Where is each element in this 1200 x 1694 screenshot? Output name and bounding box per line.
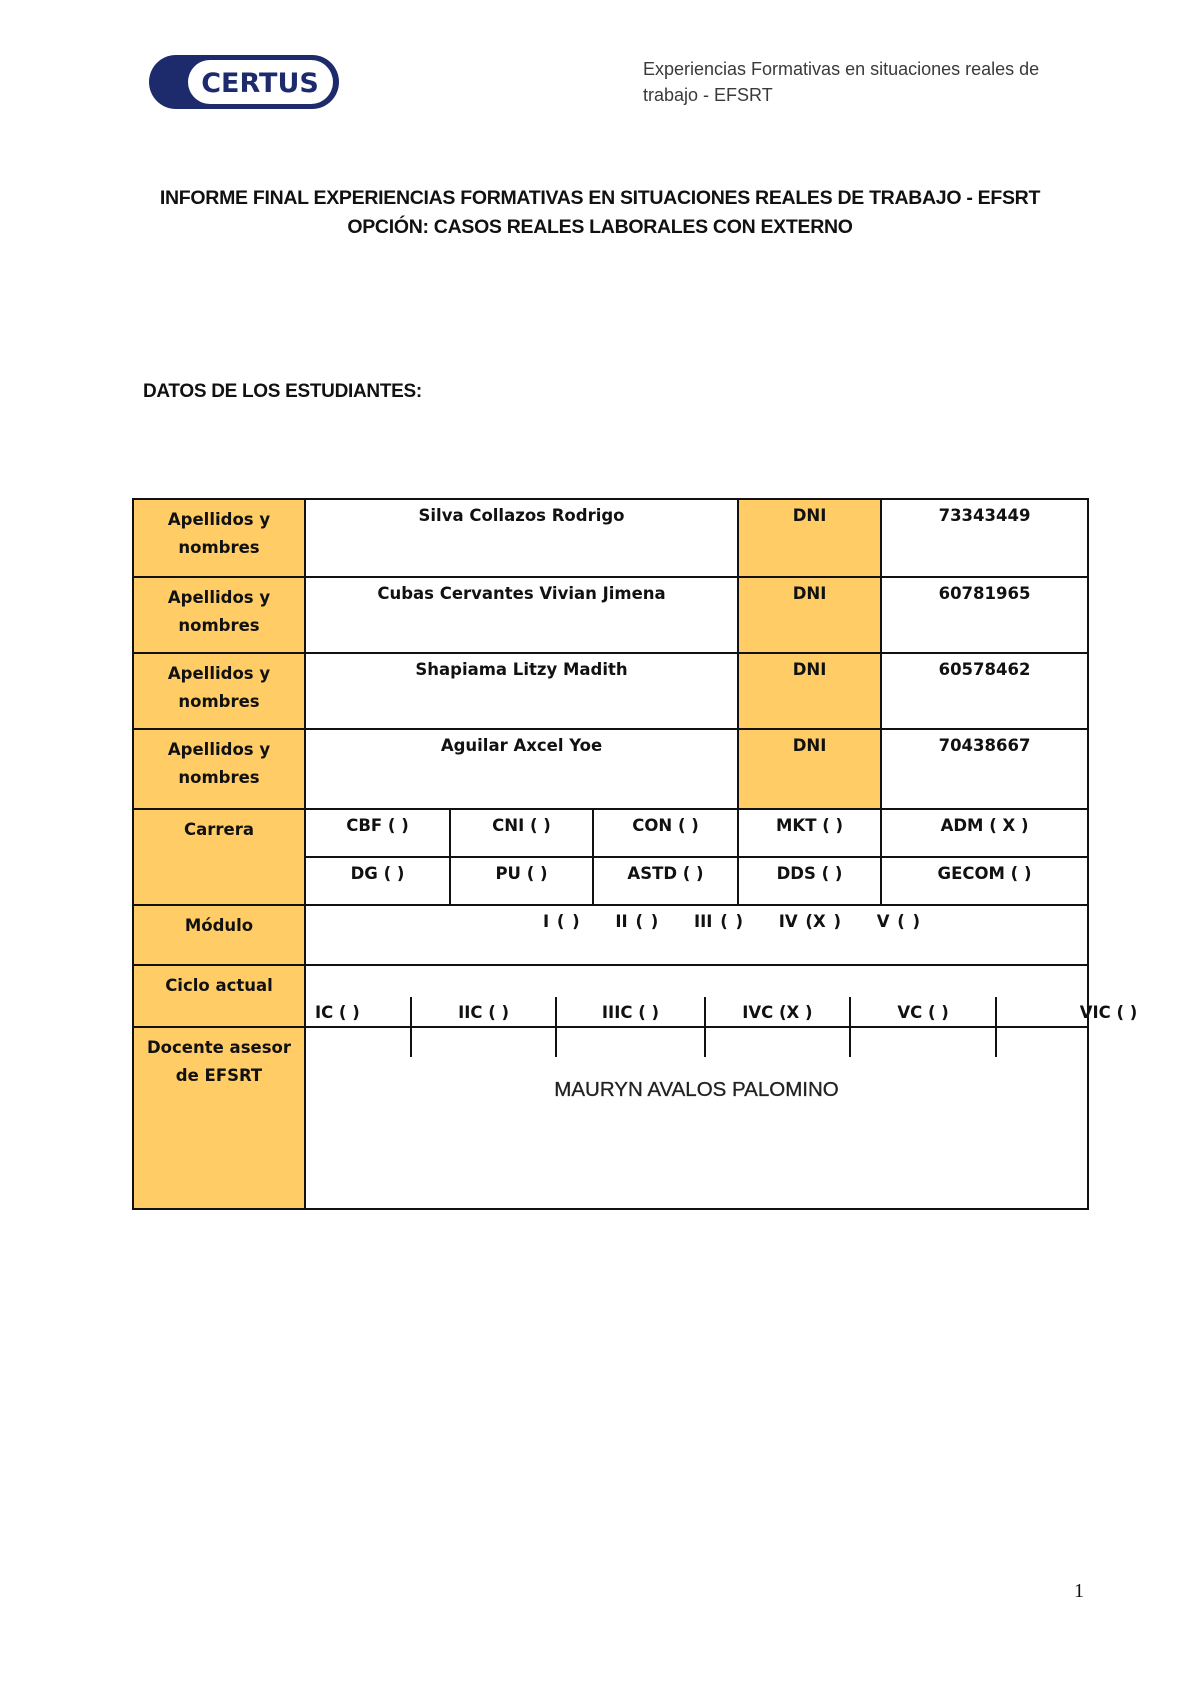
modulo-label: Módulo bbox=[133, 905, 305, 965]
name-label: Apellidos y nombres bbox=[133, 577, 305, 653]
ciclo-label: Ciclo actual bbox=[133, 965, 305, 1027]
modulo-option: I ( ) bbox=[542, 912, 580, 931]
carrera-option: ASTD ( ) bbox=[593, 857, 738, 905]
modulo-option: II ( ) bbox=[615, 912, 659, 931]
student-dni: 70438667 bbox=[881, 729, 1088, 809]
carrera-option: CNI ( ) bbox=[450, 809, 593, 857]
ciclo-options bbox=[305, 965, 1138, 1027]
dni-label: DNI bbox=[738, 653, 881, 729]
modulo-option: III ( ) bbox=[694, 912, 744, 931]
report-subtitle: OPCIÓN: CASOS REALES LABORALES CON EXTERNO bbox=[347, 216, 853, 238]
ciclo-options-table bbox=[265, 997, 1200, 1057]
document-label bbox=[643, 56, 1073, 108]
ciclo-option: IVC (X ) bbox=[705, 997, 851, 1057]
student-dni: 60781965 bbox=[881, 577, 1088, 653]
student-data-table bbox=[132, 498, 1138, 1210]
carrera-option: ADM ( X ) bbox=[881, 809, 1088, 857]
dni-label: DNI bbox=[738, 729, 881, 809]
modulo-option: IV (X ) bbox=[778, 912, 841, 931]
student-dni: 60578462 bbox=[881, 653, 1088, 729]
ciclo-option: VC ( ) bbox=[850, 997, 996, 1057]
ciclo-option: IC ( ) bbox=[314, 1003, 360, 1022]
modulo-row bbox=[133, 905, 1088, 965]
logo-text: CERTUS bbox=[201, 68, 319, 99]
name-label: Apellidos y nombres bbox=[133, 729, 305, 809]
student-name: Silva Collazos Rodrigo bbox=[305, 499, 738, 577]
ciclo-option: VIC ( ) bbox=[996, 997, 1200, 1057]
student-row bbox=[133, 653, 1088, 729]
modulo-options bbox=[305, 905, 1088, 965]
carrera-option: MKT ( ) bbox=[738, 809, 881, 857]
student-row bbox=[133, 577, 1088, 653]
section-heading: DATOS DE LOS ESTUDIANTES: bbox=[143, 381, 422, 402]
certus-logo bbox=[148, 54, 340, 110]
ciclo-row bbox=[133, 965, 1088, 1027]
dni-label: DNI bbox=[738, 499, 881, 577]
carrera-label: Carrera bbox=[133, 809, 305, 905]
carrera-option: DDS ( ) bbox=[738, 857, 881, 905]
report-title: INFORME FINAL EXPERIENCIAS FORMATIVAS EN SITUACIONES REALES DE TRABAJO - EFSRT bbox=[159, 187, 1041, 209]
student-row bbox=[133, 729, 1088, 809]
ciclo-option: IIC ( ) bbox=[411, 997, 557, 1057]
docente-label: Docente asesor de EFSRT bbox=[133, 1027, 305, 1209]
student-name: Aguilar Axcel Yoe bbox=[305, 729, 738, 809]
student-row bbox=[133, 499, 1088, 577]
carrera-option: CON ( ) bbox=[593, 809, 738, 857]
modulo-option: V ( ) bbox=[876, 912, 921, 931]
carrera-row bbox=[133, 809, 1088, 857]
student-dni: 73343449 bbox=[881, 499, 1088, 577]
carrera-option: GECOM ( ) bbox=[881, 857, 1088, 905]
ciclo-option: IIIC ( ) bbox=[556, 997, 704, 1057]
carrera-option: CBF ( ) bbox=[305, 809, 450, 857]
docente-name: MAURYN AVALOS PALOMINO bbox=[305, 1027, 1088, 1209]
carrera-option: DG ( ) bbox=[305, 857, 450, 905]
page-number: 1 bbox=[1074, 1580, 1084, 1602]
name-label: Apellidos y nombres bbox=[133, 653, 305, 729]
student-name: Cubas Cervantes Vivian Jimena bbox=[305, 577, 738, 653]
student-name: Shapiama Litzy Madith bbox=[305, 653, 738, 729]
document-label-line2: trabajo - EFSRT bbox=[643, 85, 773, 105]
dni-label: DNI bbox=[738, 577, 881, 653]
document-label-line1: Experiencias Formativas en situaciones reales de bbox=[643, 59, 1040, 79]
name-label: Apellidos y nombres bbox=[133, 499, 305, 577]
carrera-option: PU ( ) bbox=[450, 857, 593, 905]
